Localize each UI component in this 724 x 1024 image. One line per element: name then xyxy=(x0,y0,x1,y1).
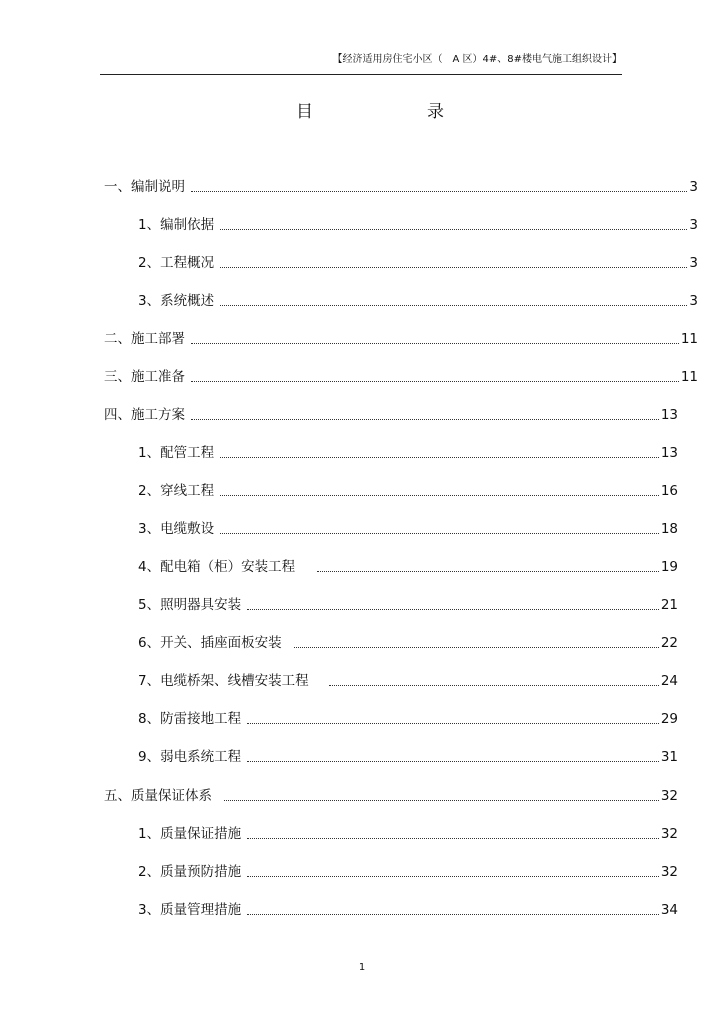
toc-entry-leader xyxy=(247,910,659,915)
toc-entry[interactable] xyxy=(138,479,678,499)
toc-entry-leader xyxy=(191,415,659,420)
toc-entry-page: 34 xyxy=(660,902,678,918)
toc-entry[interactable] xyxy=(138,517,678,537)
toc-entry-leader xyxy=(247,872,659,877)
toc-entry-page: 13 xyxy=(660,445,678,461)
toc-entry-page: 32 xyxy=(660,826,678,842)
toc-entry[interactable] xyxy=(138,213,698,233)
toc-entry-label: 9、弱电系统工程 xyxy=(138,749,242,765)
toc-entry[interactable] xyxy=(138,707,678,727)
toc-entry-leader xyxy=(191,187,687,192)
toc-entry[interactable] xyxy=(138,593,678,613)
toc-entry-leader xyxy=(247,757,659,762)
toc-entry[interactable] xyxy=(138,631,678,651)
toc-entry-leader xyxy=(329,681,659,686)
toc-entry-label: 一、编制说明 xyxy=(104,179,185,195)
toc-entry-leader xyxy=(220,453,659,458)
toc-entry[interactable] xyxy=(104,784,678,804)
toc-entry-leader xyxy=(191,377,679,382)
toc-entry-leader xyxy=(191,339,679,344)
toc-entry[interactable] xyxy=(138,745,678,765)
footer-page-number: 1 xyxy=(358,962,366,973)
toc-entry-label: 1、配管工程 xyxy=(138,445,215,461)
toc-entry-label: 3、电缆敷设 xyxy=(138,521,215,537)
toc-entry-label: 2、工程概况 xyxy=(138,255,215,271)
toc-entry[interactable] xyxy=(138,555,678,575)
toc-entry-label: 三、施工准备 xyxy=(104,369,185,385)
toc-entry[interactable] xyxy=(138,289,698,309)
toc-entry-page: 3 xyxy=(689,255,698,271)
toc-entry-leader xyxy=(247,605,659,610)
toc-entry[interactable] xyxy=(138,669,678,689)
toc-entry[interactable] xyxy=(138,251,698,271)
toc-entry-label: 6、开关、插座面板安装 xyxy=(138,635,282,651)
toc-title-char-2: 录 xyxy=(427,102,444,122)
toc-entry-page: 11 xyxy=(680,369,698,385)
toc-title-char-1: 目 xyxy=(296,102,313,122)
toc-entry-leader xyxy=(247,719,659,724)
toc-entry-label: 二、施工部署 xyxy=(104,331,185,347)
toc-entry-page: 16 xyxy=(660,483,678,499)
toc-entry-page: 3 xyxy=(689,179,698,195)
toc-entry-leader xyxy=(247,834,659,839)
toc-entry-page: 29 xyxy=(660,711,678,727)
toc-entry[interactable] xyxy=(138,860,678,880)
toc-entry-label: 2、质量预防措施 xyxy=(138,864,242,880)
toc-entry[interactable] xyxy=(104,327,698,347)
toc-entry-page: 32 xyxy=(660,788,678,804)
toc-entry-label: 4、配电箱（柜）安装工程 xyxy=(138,559,296,575)
toc-entry-page: 31 xyxy=(660,749,678,765)
toc-entry-label: 5、照明器具安装 xyxy=(138,597,242,613)
toc-entry-leader xyxy=(220,529,659,534)
toc-entry-page: 18 xyxy=(660,521,678,537)
page-header: 【经济适用房住宅小区（ A 区）4#、8#楼电气施工组织设计】 xyxy=(100,52,622,75)
toc-entry-page: 19 xyxy=(660,559,678,575)
toc-entry[interactable] xyxy=(104,175,698,195)
toc-entry-leader xyxy=(220,225,687,230)
toc-entry-label: 8、防雷接地工程 xyxy=(138,711,242,727)
toc-entry-page: 22 xyxy=(660,635,678,651)
toc-entry-label: 1、质量保证措施 xyxy=(138,826,242,842)
toc-entry-label: 四、施工方案 xyxy=(104,407,185,423)
toc-entry-leader xyxy=(220,491,659,496)
toc-entry-page: 3 xyxy=(689,293,698,309)
toc-entry-leader xyxy=(220,263,687,268)
toc-entry-label: 7、电缆桥架、线槽安装工程 xyxy=(138,673,309,689)
toc-entry-leader xyxy=(224,796,659,801)
toc-entry[interactable] xyxy=(138,822,678,842)
toc-entry-leader xyxy=(294,643,659,648)
toc-entry-label: 1、编制依据 xyxy=(138,217,215,233)
toc-entry-leader xyxy=(220,301,687,306)
toc-entry[interactable] xyxy=(138,441,678,461)
toc-entry-page: 3 xyxy=(689,217,698,233)
toc-entry-leader xyxy=(317,567,659,572)
toc-entry[interactable] xyxy=(104,403,678,423)
toc-entry-page: 11 xyxy=(680,331,698,347)
toc-entry-page: 13 xyxy=(660,407,678,423)
toc-entry-page: 24 xyxy=(660,673,678,689)
toc-entry-label: 五、质量保证体系 xyxy=(104,788,212,804)
toc-entry[interactable] xyxy=(138,898,678,918)
toc-entry-label: 3、系统概述 xyxy=(138,293,215,309)
toc-entry-label: 2、穿线工程 xyxy=(138,483,215,499)
toc-entry-page: 21 xyxy=(660,597,678,613)
toc-entry[interactable] xyxy=(104,365,698,385)
toc-entry-label: 3、质量管理措施 xyxy=(138,902,242,918)
toc-entry-page: 32 xyxy=(660,864,678,880)
